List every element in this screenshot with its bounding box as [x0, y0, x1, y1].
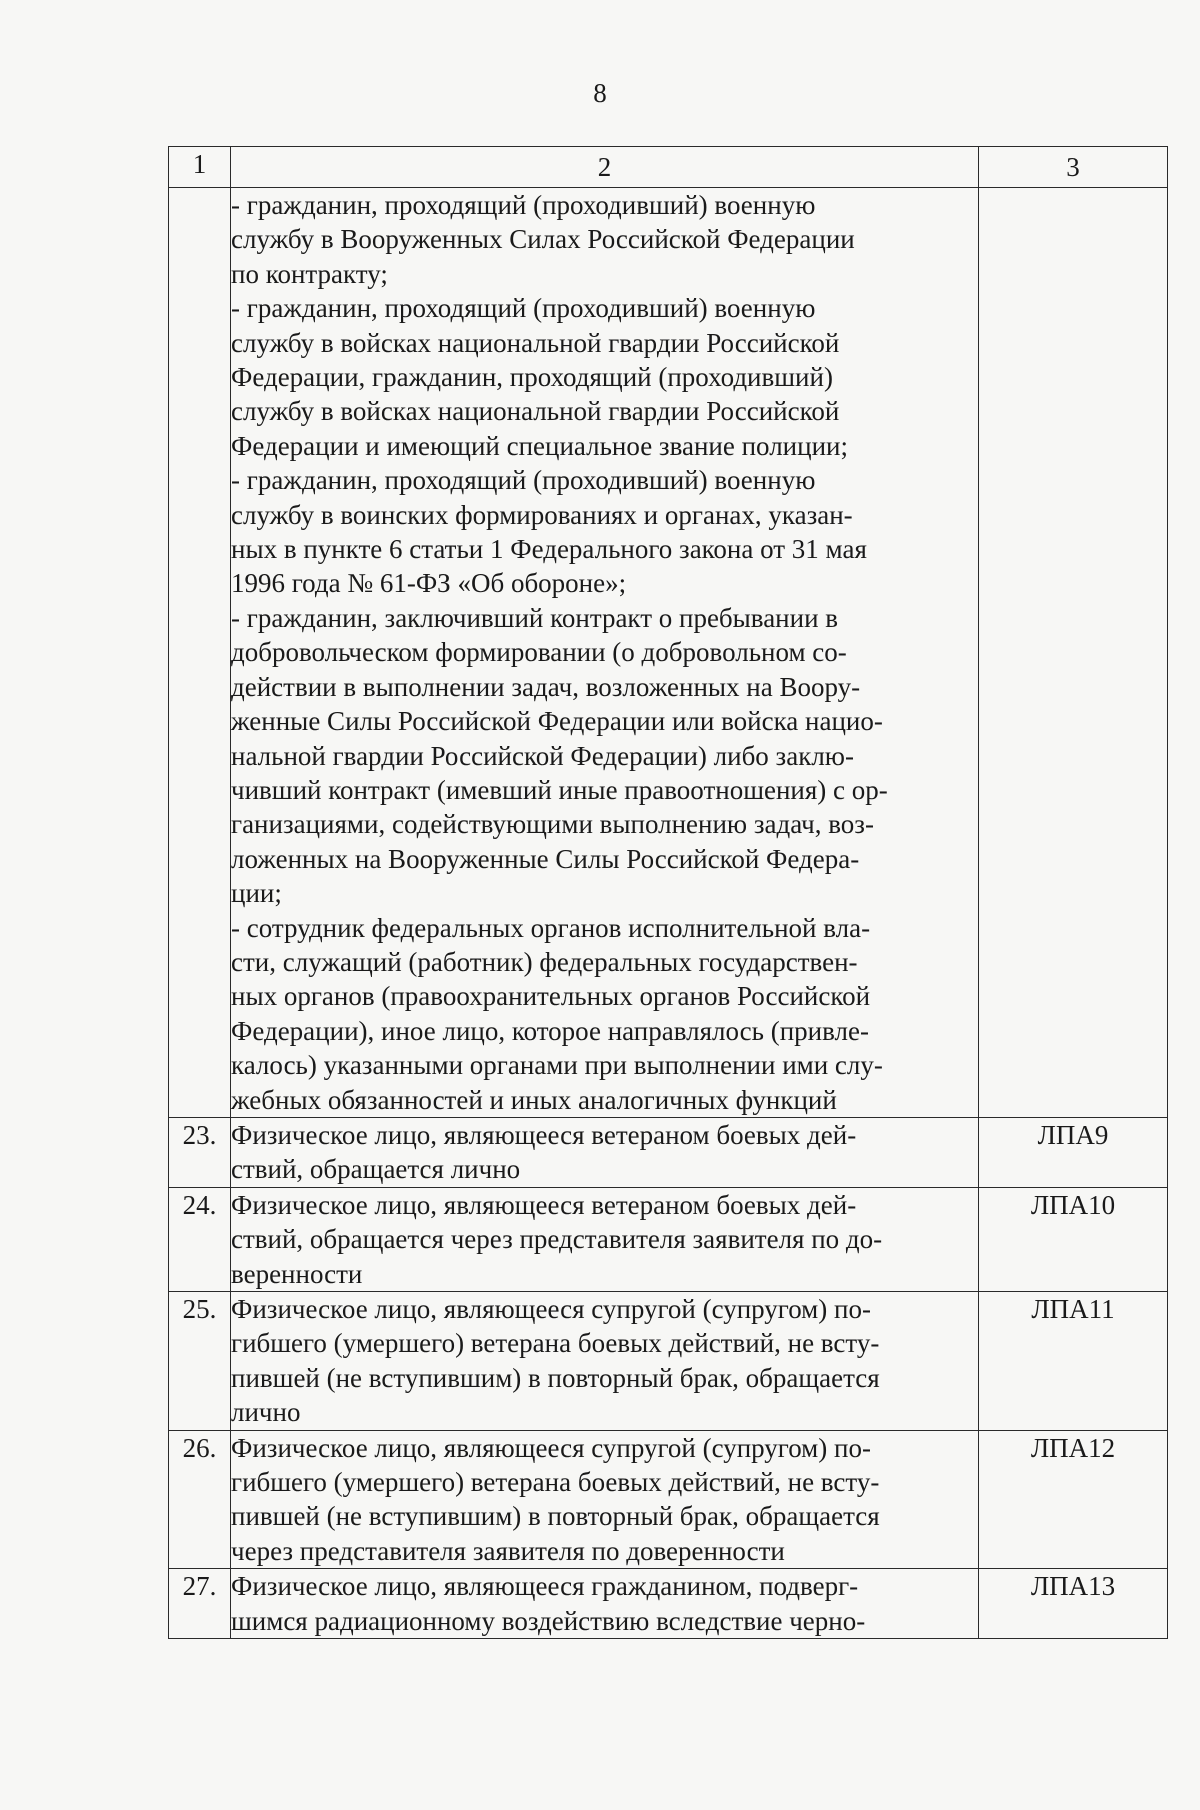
row-code: ЛПА13 [979, 1569, 1168, 1639]
continuation-num-cell [169, 188, 231, 1118]
text-line: пившей (не вступившим) в повторный брак, обращается [231, 1362, 880, 1393]
row-description [231, 1187, 979, 1291]
text-line: - гражданин, проходящий (проходивший) военную [231, 190, 816, 220]
row-number: 24. [169, 1187, 231, 1291]
table-row [169, 1117, 1168, 1187]
text-line: службу в воинских формированиях и органах, указан- [231, 499, 853, 530]
services-table [168, 146, 1168, 1639]
text-line: - гражданин, проходящий (проходивший) военную [231, 465, 816, 496]
text-line: Физическое лицо, являющееся супругой (супругом) по- [231, 1432, 871, 1463]
text-line: действии в выполнении задач, возложенных на Воору- [231, 671, 861, 702]
table-row [169, 1292, 1168, 1431]
text-line: службу в войсках национальной гвардии Российской [231, 396, 840, 427]
text-line: Федерации и имеющий специальное звание полиции; [231, 430, 848, 461]
row-description [231, 1430, 979, 1569]
text-line: ных в пункте 6 статьи 1 Федерального закона от 31 мая [231, 534, 867, 565]
table-row [169, 1187, 1168, 1291]
table-header-row [169, 147, 1168, 188]
continuation-row [169, 188, 1168, 1118]
text-line: Физическое лицо, являющееся ветераном боевых дей- [231, 1119, 857, 1150]
text-line: чивший контракт (имевший иные правоотношения) с ор- [231, 774, 888, 805]
text-line: сти, служащий (работник) федеральных государствен- [231, 946, 858, 977]
text-line: веренности [231, 1258, 363, 1289]
text-line: 1996 года № 61-ФЗ «Об обороне»; [231, 568, 627, 599]
text-line: ганизациями, содействующими выполнению задач, воз- [231, 809, 874, 840]
text-line: шимся радиационному воздействию вследствие черно- [231, 1605, 866, 1636]
text-line: калось) указанными органами при выполнении ими слу- [231, 1050, 883, 1081]
text-line: нальной гвардии Российской Федерации) либо заклю- [231, 740, 854, 771]
text-line: добровольческом формировании (о добровольном со- [231, 637, 847, 668]
text-line: лично [231, 1397, 301, 1428]
page-number: 8 [593, 78, 607, 108]
row-description [231, 1569, 979, 1639]
text-line: Физическое лицо, являющееся гражданином, подверг- [231, 1571, 859, 1602]
table-row [169, 1569, 1168, 1639]
row-code: ЛПА12 [979, 1430, 1168, 1569]
row-code: ЛПА9 [979, 1117, 1168, 1187]
text-line: - гражданин, заключивший контракт о пребывании в [231, 602, 839, 633]
text-line: женные Силы Российской Федерации или войска нацио- [231, 706, 883, 737]
row-number: 26. [169, 1430, 231, 1569]
text-line: по контракту; [231, 258, 388, 289]
text-line: ных органов (правоохранительных органов Российской [231, 981, 871, 1012]
text-line: Физическое лицо, являющееся ветераном боевых дей- [231, 1189, 857, 1220]
row-description [231, 1292, 979, 1431]
text-line: - сотрудник федеральных органов исполнительной вла- [231, 912, 871, 943]
text-line: - гражданин, проходящий (проходивший) военную [231, 293, 816, 324]
continuation-text-cell [231, 188, 979, 1118]
text-line: гибшего (умершего) ветерана боевых действий, не всту- [231, 1328, 880, 1359]
text-line: пившей (не вступившим) в повторный брак, обращается [231, 1501, 880, 1532]
table-row [169, 1430, 1168, 1569]
text-line: Федерации, гражданин, проходящий (проходивший) [231, 362, 833, 393]
text-line: через представителя заявителя по доверенности [231, 1535, 785, 1566]
continuation-code-cell [979, 188, 1168, 1118]
row-code: ЛПА11 [979, 1292, 1168, 1431]
header-col-3: 3 [979, 147, 1168, 188]
row-number: 27. [169, 1569, 231, 1639]
text-line: ции; [231, 878, 282, 909]
row-description [231, 1117, 979, 1187]
text-line: гибшего (умершего) ветерана боевых действий, не всту- [231, 1467, 880, 1498]
row-number: 23. [169, 1117, 231, 1187]
row-code: ЛПА10 [979, 1187, 1168, 1291]
row-number: 25. [169, 1292, 231, 1431]
text-line: жебных обязанностей и иных аналогичных функций [231, 1084, 837, 1115]
header-col-1: 1 [169, 147, 231, 188]
header-col-2: 2 [231, 147, 979, 188]
text-line: ствий, обращается через представителя заявителя по до- [231, 1224, 883, 1255]
text-line: ложенных на Вооруженные Силы Российской Федера- [231, 843, 860, 874]
text-line: ствий, обращается лично [231, 1154, 521, 1185]
text-line: службу в Вооруженных Силах Российской Федерации [231, 224, 855, 255]
text-line: службу в войсках национальной гвардии Российской [231, 327, 840, 358]
text-line: Федерации), иное лицо, которое направлялось (привле- [231, 1015, 869, 1046]
text-line: Физическое лицо, являющееся супругой (супругом) по- [231, 1294, 871, 1324]
